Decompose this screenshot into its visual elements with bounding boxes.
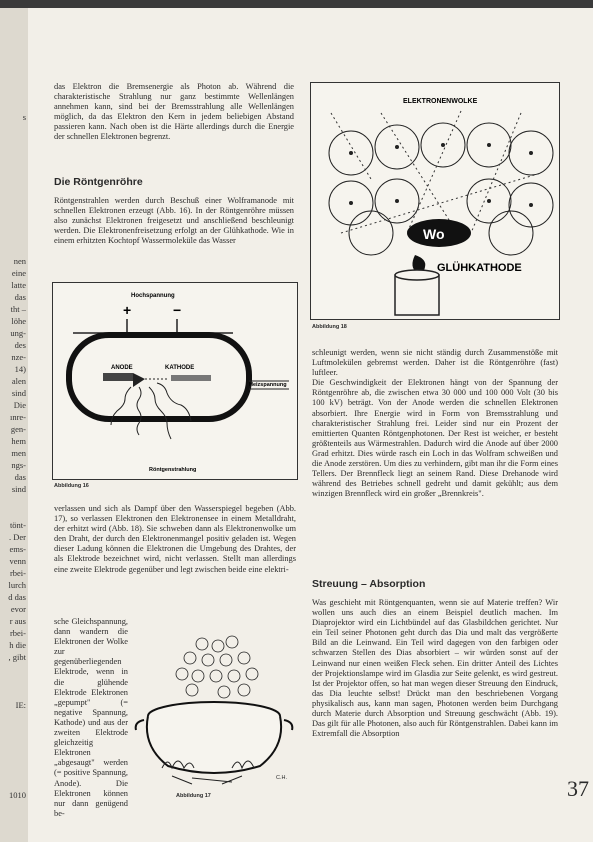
strip-fragment: das bbox=[14, 292, 26, 302]
strip-fragment: 1010 bbox=[9, 790, 26, 800]
cooking-pot-illustration bbox=[132, 628, 298, 794]
right-paragraph-2: Die Geschwindigkeit der Elektronen hängt von der Spannung der Röntgenröhre ab, die zwischen etwa 30 000 und 100 000 Volt (30 bis 100 kV) beträgt. Von der Anode werden die schnellen Elektronen absorbiert. Ihre Energie wird in Form von Bremsstrahlung und charakteristischer Strahlung frei. Leider sind nur ein Prozent der emittierten Quanten Röntgenphotonen. Der Rest ist weicher, er besteht größtenteils aus Wärmestrahlen. Dadurch wird die Anode auf über 2000 Grad erhitzt. Dies würde rasch ein Loch in das Wolfram schweißen und die Anode zerstören. Um dies zu verhindern, gibt man ihr die Form eines Tellers. Der Brennfleck liegt an seinem Rand. Diese Drehanode wird während des Betriebes schnell gedreht und damit gekühlt; aus dem winzigen Brennfleck wird ein großer „Brennkreis". bbox=[312, 378, 558, 499]
strip-fragment: . Der bbox=[9, 532, 26, 542]
streuung-text bbox=[312, 598, 558, 739]
strip-fragment: r aus bbox=[9, 616, 26, 626]
figure-16-caption: Abbildung 16 bbox=[54, 483, 89, 489]
strip-fragment: tht – bbox=[10, 304, 26, 314]
roehre-text bbox=[54, 196, 294, 246]
strip-fragment: sind bbox=[11, 484, 26, 494]
middle-paragraph: verlassen und sich als Dampf über den Wasserspiegel begeben (Abb. 17), so verlassen Elektronen den Elektronensee in einem Metalldraht, der erhitzt wird (Abb. 18). Sie schweben dann als Elektronenwolke um den Draht, der durch den Elektronenmangel positiv geladen ist. Wegen dieser Ladung können die Elektronen die Umgebung des Drahtes, der als Elektrode bezeichnet wird, nicht verlassen. Stellt man allerdings eine zweite Elektrode gegenüber und legt zwischen beide eine elektri- bbox=[54, 504, 296, 574]
wolfram-symbol: Wo bbox=[423, 226, 445, 242]
strip-fragment: das bbox=[14, 472, 26, 482]
strip-fragment: ngs- bbox=[11, 460, 26, 470]
right-text bbox=[312, 348, 558, 499]
section-heading-streuung: Streuung – Absorption bbox=[312, 578, 426, 590]
minus-sign: − bbox=[173, 302, 182, 318]
intro-text bbox=[54, 82, 294, 143]
strip-fragment: h die bbox=[9, 640, 26, 650]
strip-fragment: löhe bbox=[11, 316, 26, 326]
section-heading-roentgenroehre: Die Röntgenröhre bbox=[54, 176, 143, 188]
figure-18-caption: Abbildung 18 bbox=[312, 324, 347, 330]
strip-fragment: rbei- bbox=[9, 568, 26, 578]
plus-sign: + bbox=[123, 302, 132, 318]
strip-fragment: gen- bbox=[10, 424, 26, 434]
roentgenstrahlung-label: Röntgenstrahlung bbox=[149, 467, 197, 473]
strip-fragment: venn bbox=[9, 556, 26, 566]
strip-fragment: Die bbox=[13, 400, 26, 410]
middle-text bbox=[54, 504, 296, 575]
strip-fragment: evor bbox=[10, 604, 26, 614]
heizspannung-label: Heizspannung bbox=[249, 382, 287, 388]
strip-fragment: nze- bbox=[11, 352, 26, 362]
narrow-text bbox=[54, 617, 128, 819]
top-dark-edge bbox=[0, 0, 593, 8]
gluehkathode-diagram bbox=[311, 83, 559, 319]
anode-label: ANODE bbox=[111, 365, 133, 371]
intro-paragraph: das Elektron die Bremsenergie als Photon ab. Während die charakteristische Strahlung nur ganz bestimmte Wellenlängen annehmen kann, sind bei der Bremsstrahlung alle Wellenlängen möglich, da das Elektron den Kern in jedem beliebigen Abstand passieren kann. Nach oben ist die Härte allerdings durch die Energie der schnellen Elektronen begrenzt. bbox=[54, 82, 294, 142]
kathode-label: KATHODE bbox=[165, 365, 195, 371]
roentgen-tube-diagram bbox=[53, 283, 297, 479]
right-paragraph-1: schleunigt werden, wenn sie nicht ständig durch Zusammenstöße mit Luftmolekülen gebremst werden. Daher ist die Röntgenröhre (fast) luftleer. bbox=[312, 348, 558, 378]
strip-fragment: s bbox=[22, 112, 26, 122]
strip-fragment: des bbox=[14, 340, 26, 350]
figure-17-caption: Abbildung 17 bbox=[176, 793, 211, 799]
strip-fragment: rbei- bbox=[9, 628, 26, 638]
strip-fragment: ung- bbox=[10, 328, 26, 338]
strip-fragment: d das bbox=[8, 592, 26, 602]
strip-fragment: sind bbox=[11, 388, 26, 398]
strip-fragment: , gibt bbox=[8, 652, 26, 662]
strip-fragment: tönt- bbox=[9, 520, 26, 530]
figure-17-signature: C.H. bbox=[276, 775, 287, 781]
narrow-paragraph: sche Gleichspannung, dann wandern die Elektronen der Wolke zur gegenüberliegenden Elektrode, wenn in die glühende Elektrode Elektronen „gepumpt" (= negative Spannung, Kathode) und aus der zweiten Elektrode gleichzeitig Elektronen „abgesaugt" werden (= positive Spannung, Anode). Die Elektronen können nur dann genügend be- bbox=[54, 617, 128, 818]
elektronenwolke-label: ELEKTRONENWOLKE bbox=[403, 98, 478, 105]
strip-fragment: 14) bbox=[14, 364, 26, 374]
figure-17 bbox=[132, 628, 298, 794]
glass-tube bbox=[69, 335, 249, 419]
strip-fragment: eine bbox=[11, 268, 26, 278]
streuung-paragraph: Was geschieht mit Röntgenquanten, wenn sie auf Materie treffen? Wir wollen uns auch dies an einem Beispiel deutlich machen. Im Diaprojektor wird ein Lichtbündel auf das Glasbildchen gerichtet. Nur ein Teil seiner Photonen geht durch das Dia und malt das vergrößerte Bild an die Leinwand. Ein Teil wird dagegen von den farbigen oder schwarzen Stellen des Dias absorbiert – wir würden sonst auf der Leinwand nur einen weißen Fleck sehen. Ein dritter Anteil des Lichtes der Projektionslampe wird im Glasdia zur Seite gelenkt, es wird gestreut. Ist der Projektor offen, so hat man wegen dieser Streuung den Eindruck, das Dia leuchte selbst! Drückt man den beschriebenen Vorgang physikalisch aus, kann man sagen, Photonen werden beim Durchgang durch Materie durch Absorption und Streuung geschwächt (Abb. 19). Das gilt für alle Photonen, also auch für Röntgenstrahlen. Dabei kann im Extremfall die Absorption bbox=[312, 598, 558, 739]
strip-fragment: ınre- bbox=[9, 412, 26, 422]
strip-fragment: hem bbox=[11, 436, 26, 446]
gluehkathode-label: GLÜHKATHODE bbox=[437, 262, 522, 274]
figure-16 bbox=[52, 282, 298, 480]
hochspannung-label: Hochspannung bbox=[131, 293, 175, 299]
strip-fragment: nen bbox=[13, 256, 26, 266]
strip-fragment: ems- bbox=[9, 544, 26, 554]
strip-fragment: lurch bbox=[8, 580, 26, 590]
adjacent-page-strip bbox=[0, 8, 28, 842]
page-number: 37 bbox=[567, 776, 589, 801]
strip-fragment: IE: bbox=[15, 700, 26, 710]
strip-fragment: men bbox=[11, 448, 26, 458]
roehre-paragraph: Röntgenstrahlen werden durch Beschuß einer Wolframanode mit schnellen Elektronen erzeugt (Abb. 16). In der Röntgenröhre müssen also zunächst Elektronen freigesetzt und anschließend beschleunigt werden. Die Elektronenfreisetzung erfolgt an der Glühkathode. Wie in einem erhitzten Kochtopf Wassermoleküle das Wasser bbox=[54, 196, 294, 246]
figure-18 bbox=[310, 82, 560, 320]
strip-fragment: latte bbox=[11, 280, 26, 290]
strip-fragment: alen bbox=[11, 376, 26, 386]
